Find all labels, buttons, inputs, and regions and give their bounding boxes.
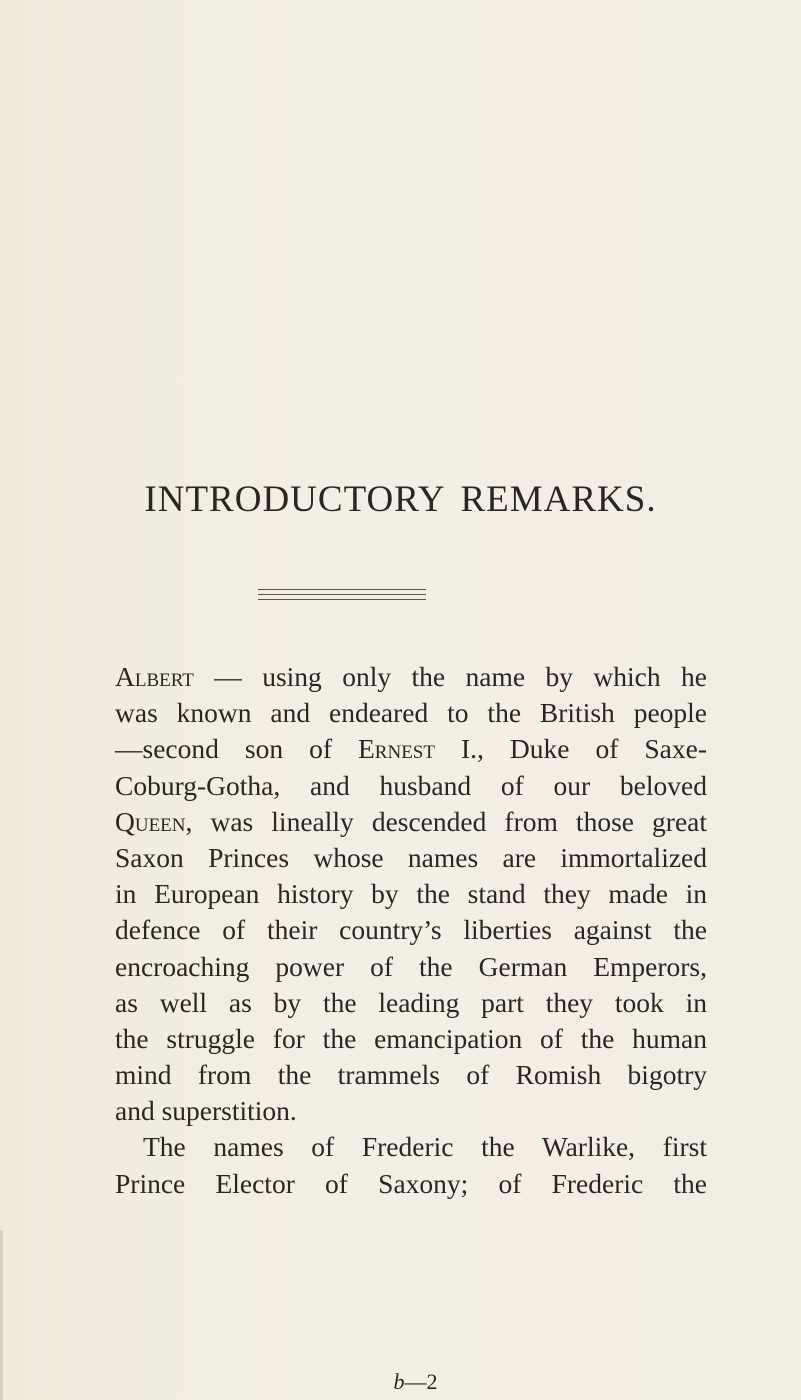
text-line: —second son of Ernest I., Duke of Saxe-: [115, 733, 707, 765]
text-line: Prince Elector of Saxony; of Frederic the: [115, 1167, 707, 1199]
text-line: Coburg-Gotha, and husband of our beloved: [115, 769, 707, 801]
text-line: and superstition.: [115, 1095, 297, 1127]
text-line: as well as by the leading part they took in: [115, 986, 707, 1018]
text-line: was known and endeared to the British people: [115, 697, 707, 729]
text-line: Queen, was lineally descended from those great: [115, 805, 707, 837]
small-caps-name: Albert: [115, 661, 194, 692]
text-line: mind from the trammels of Romish bigotry: [115, 1059, 707, 1091]
text-line: The names of Frederic the Warlike, first: [143, 1131, 707, 1163]
signature-letter: b: [393, 1369, 405, 1394]
ornamental-rule-bottom: [258, 599, 426, 600]
small-caps-name: Queen: [115, 805, 186, 837]
ornamental-rule-middle: [258, 594, 426, 595]
signature-mark: [0, 1370, 801, 1394]
signature-number: 2: [426, 1369, 438, 1394]
text-line: Saxon Princes whose names are immortalized: [115, 841, 707, 873]
small-caps-name: Ernest: [358, 733, 435, 765]
ornamental-rule-top: [258, 589, 426, 590]
text-line: encroaching power of the German Emperors,: [115, 950, 707, 982]
body-text: [115, 659, 707, 1202]
text-line: in European history by the stand they made in: [115, 878, 707, 910]
text-line: the struggle for the emancipation of the human: [115, 1022, 707, 1054]
signature-dash: —: [404, 1369, 427, 1394]
page-title: INTRODUCTORY REMARKS.: [144, 479, 657, 520]
text-line: defence of their country’s liberties against the: [115, 914, 707, 946]
text-line: Albert — using only the name by which he: [115, 661, 707, 692]
